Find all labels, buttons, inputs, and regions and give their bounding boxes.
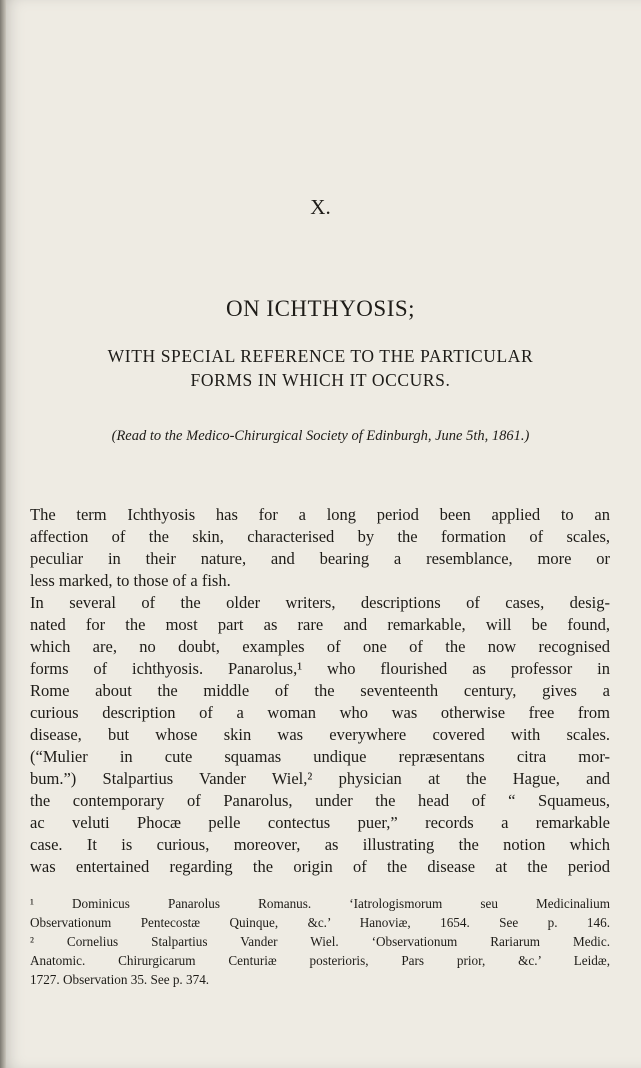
subtitle-line: FORMS IN WHICH IT OCCURS. [190,370,451,390]
read-note [0,426,641,446]
footnote-line: Observationum Pentecostæ Quinque, &c.’ Hanoviæ, 1654. See p. 146. [30,915,610,930]
body-line: was entertained regarding the origin of the disease at the period [30,857,610,876]
body-line: Rome about the middle of the seventeenth century, gives a [30,681,610,700]
body-line: disease, but whose skin was everywhere covered with scales. [30,725,610,744]
body-line: (“Mulier in cute squamas undique repræsentans citra mor- [30,747,610,766]
body-line: nated for the most part as rare and remarkable, will be found, [30,615,610,634]
footnote-line: 1727. Observation 35. See p. 374. [30,972,210,987]
article-title: ON ICHTHYOSIS; [225,296,416,321]
footnote-line: ¹ Dominicus Panarolus Romanus. ‘Iatrologismorum seu Medicinalium [30,896,610,911]
footnote-line: Anatomic. Chirurgicarum Centuriæ posterioris, Pars prior, &c.’ Leidæ, [30,953,610,968]
body-line: case. It is curious, moreover, as illustrating the notion which [30,835,610,854]
body-line: less marked, to those of a fish. [30,571,231,590]
body-line: The term Ichthyosis has for a long period been applied to an [30,505,610,524]
body-line: the contemporary of Panarolus, under the head of “ Squameus, [30,791,610,810]
footnotes [30,894,610,989]
body-line: ac veluti Phocæ pelle contectus puer,” records a remarkable [30,813,610,832]
body-line: peculiar in their nature, and bearing a resemblance, more or [30,549,610,568]
body-text [30,504,610,878]
body-line: In several of the older writers, descriptions of cases, desig- [30,593,610,612]
article-subtitle [0,344,641,392]
read-note-text: (Read to the Medico-Chirurgical Society of Edinburgh, June 5th, 1861.) [111,428,530,444]
body-line: affection of the skin, characterised by the formation of scales, [30,527,610,546]
body-line: which are, no doubt, examples of one of the now recognised [30,637,610,656]
footnote-line: ² Cornelius Stalpartius Vander Wiel. ‘Observationum Rariarum Medic. [30,934,610,949]
chapter-number: X. [310,195,331,219]
subtitle-line: WITH SPECIAL REFERENCE TO THE PARTICULAR [107,346,534,366]
body-line: forms of ichthyosis. Panarolus,¹ who flourished as professor in [30,659,610,678]
page-binding-shadow [0,0,6,1068]
body-line: curious description of a woman who was otherwise free from [30,703,610,722]
body-line: bum.”) Stalpartius Vander Wiel,² physician at the Hague, and [30,769,610,788]
